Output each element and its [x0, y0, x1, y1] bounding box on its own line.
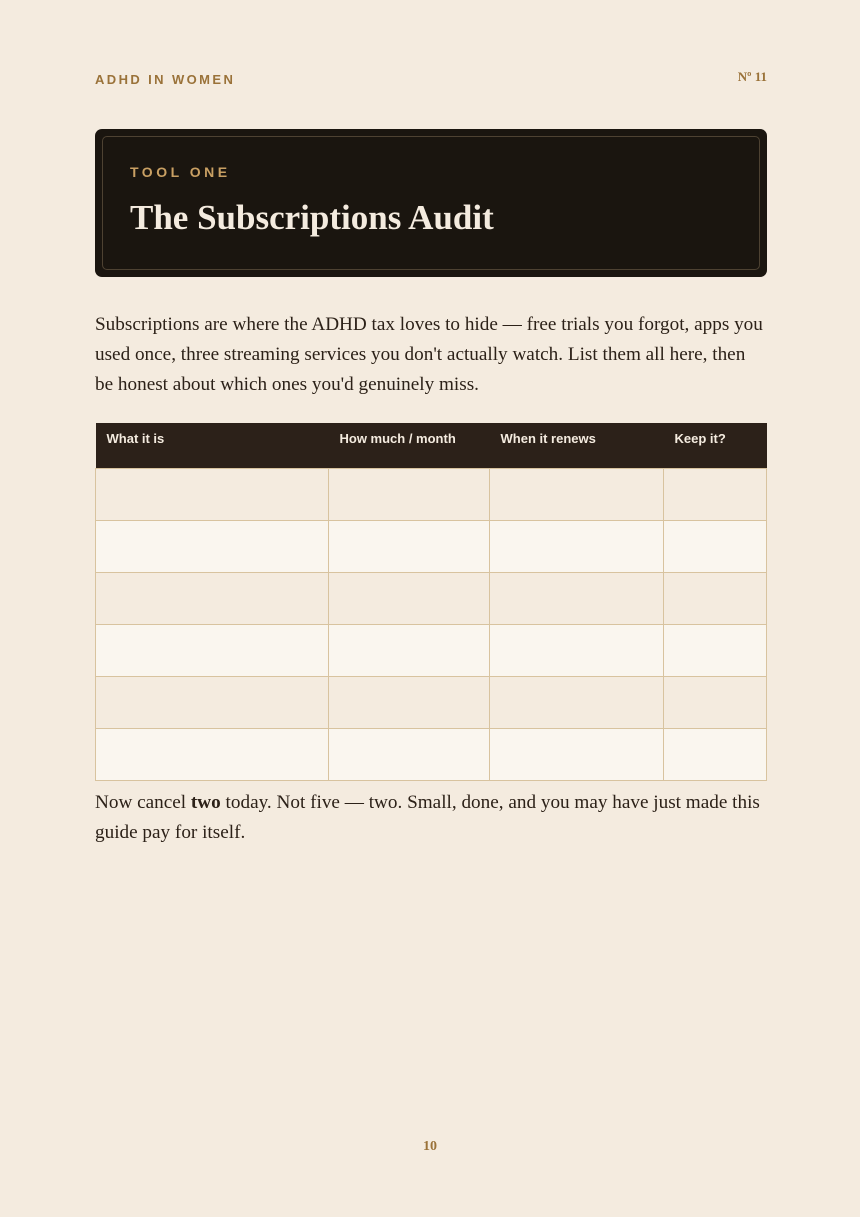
table-cell[interactable] — [490, 728, 664, 780]
issue-number: Nº 11 — [737, 69, 767, 84]
intro-paragraph: Subscriptions are where the ADHD tax loves to hide — free trials you forgot, apps you used once, three streaming services you don't actually watch. List them all here, then be honest about which ones you'd genuinely miss. — [95, 314, 763, 395]
table-cell[interactable] — [664, 520, 767, 572]
column-header-renews: When it renews — [490, 423, 664, 468]
table-cell[interactable] — [96, 676, 329, 728]
table-row — [96, 624, 767, 676]
subscriptions-table — [95, 423, 767, 781]
column-header-what: What it is — [96, 423, 329, 468]
table-cell[interactable] — [490, 676, 664, 728]
table-row — [96, 676, 767, 728]
table-cell[interactable] — [490, 572, 664, 624]
table-cell[interactable] — [96, 468, 329, 520]
table-cell[interactable] — [664, 676, 767, 728]
table-row — [96, 728, 767, 780]
tool-eyebrow: TOOL ONE — [130, 164, 231, 180]
table-row — [96, 468, 767, 520]
table-cell[interactable] — [329, 676, 490, 728]
tool-card — [95, 129, 767, 277]
tool-title: The Subscriptions Audit — [130, 198, 494, 237]
table-cell[interactable] — [664, 572, 767, 624]
table-header-row — [96, 423, 767, 468]
page-number: 10 — [423, 1139, 437, 1154]
table-cell[interactable] — [96, 520, 329, 572]
table-row — [96, 572, 767, 624]
closing-emphasis: two — [190, 792, 221, 813]
closing-paragraph — [95, 788, 767, 848]
column-header-keep: Keep it? — [664, 423, 767, 468]
table-cell[interactable] — [329, 572, 490, 624]
table-cell[interactable] — [329, 728, 490, 780]
closing-text-lead: Now cancel — [95, 792, 191, 813]
table-cell[interactable] — [96, 572, 329, 624]
table-cell[interactable] — [329, 624, 490, 676]
table-cell[interactable] — [96, 728, 329, 780]
table-cell[interactable] — [664, 728, 767, 780]
table-cell[interactable] — [490, 624, 664, 676]
table-cell[interactable] — [490, 520, 664, 572]
table-cell[interactable] — [664, 468, 767, 520]
table-cell[interactable] — [490, 468, 664, 520]
closing-text-tail: today. Not five — two. Small, done, and you may have just made this guide pay for itself. — [95, 792, 760, 843]
table-row — [96, 520, 767, 572]
running-header-title: ADHD IN WOMEN — [95, 72, 236, 87]
table-cell[interactable] — [664, 624, 767, 676]
table-cell[interactable] — [329, 468, 490, 520]
table-cell[interactable] — [329, 520, 490, 572]
column-header-cost: How much / month — [329, 423, 490, 468]
table-cell[interactable] — [96, 624, 329, 676]
